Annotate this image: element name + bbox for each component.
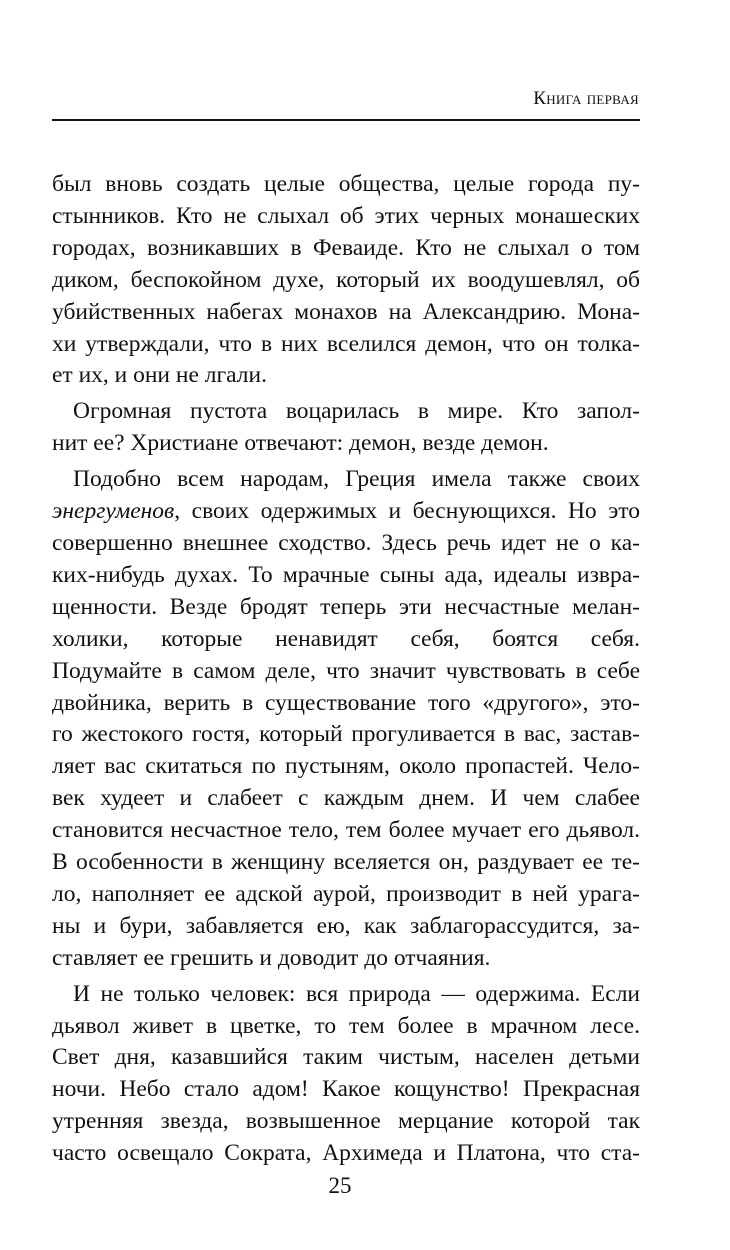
- text-line: диком, беспокойном духе, который их воодушевлял, об: [52, 266, 640, 293]
- text-line: Подумайте в самом деле, что значит чувствовать в себе: [52, 657, 640, 684]
- italic-term: энергуменов: [52, 498, 175, 525]
- text-line: городах, возникавших в Феваиде. Кто не слыхал о том: [52, 234, 640, 261]
- text-line: Огромная пустота воцарилась в мире. Кто запол-: [73, 398, 640, 425]
- text-line: часто освещало Сократа, Архимеда и Платона, что ста-: [52, 1140, 640, 1167]
- text-line: утренняя звезда, возвышенное мерцание которой так: [52, 1108, 640, 1135]
- text-line: ких-нибудь духах. То мрачные сыны ада, идеалы извра-: [52, 561, 640, 588]
- text-line: совершенно внешнее сходство. Здесь речь идет не о ка-: [52, 529, 640, 556]
- text-line: [52, 496, 640, 528]
- running-head: Книга первая: [533, 88, 639, 109]
- text-line: Свет дня, казавшийся таким чистым, населен детьми: [52, 1044, 640, 1071]
- text-line: хи утверждали, что в них вселился демон, что он толка-: [52, 330, 640, 357]
- text-line: ет их, и они не лгали.: [52, 362, 267, 389]
- text-line: убийственных набегах монахов на Александрию. Мона-: [52, 298, 640, 325]
- text-line: двойника, верить в существование того «другого», это-: [52, 689, 640, 716]
- text-line: го жестокого гостя, который прогуливается в вас, застав-: [52, 721, 640, 748]
- paragraph-3: [52, 464, 640, 975]
- text-line: Подобно всем народам, Греция имела также своих: [73, 466, 640, 493]
- body-text: [52, 169, 640, 1170]
- text-line: холики, которые ненавидят себя, боятся себя.: [52, 625, 640, 652]
- header-rule: [52, 119, 640, 121]
- text-line: дьявол живет в цветке, то тем более в мрачном лесе.: [52, 1012, 640, 1039]
- paragraph-2: [52, 396, 640, 460]
- text-line: В особенности в женщину вселяется он, раздувает ее те-: [52, 849, 640, 876]
- text-line: ставляет ее грешить и доводит до отчаяния.: [52, 944, 491, 971]
- text-line: был вновь создать целые общества, целые города пу-: [52, 171, 640, 197]
- paragraph-1: [52, 169, 640, 392]
- paragraph-4: [52, 979, 640, 1170]
- text-line: век худеет и слабеет с каждым днем. И чем слабее: [52, 785, 640, 812]
- text-line: ны и бури, забавляется ею, как заблагорассудится, за-: [52, 912, 640, 939]
- text-line: ло, наполняет ее адской аурой, производит в ней урага-: [52, 880, 640, 907]
- text-line: становится несчастное тело, тем более мучает его дьявол.: [52, 817, 640, 844]
- text-line: нит ее? Христиане отвечают: демон, везде демон.: [52, 430, 549, 457]
- text-line: щенности. Везде бродят теперь эти несчастные мелан-: [52, 593, 640, 620]
- text-line-rest: , своих одержимых и беснующихся. Но это: [174, 498, 640, 525]
- page-number: 25: [328, 1173, 352, 1198]
- text-line: ляет вас скитаться по пустыням, около пропастей. Чело-: [52, 753, 640, 780]
- text-line: стынников. Кто не слыхал об этих черных монашеских: [52, 202, 640, 229]
- text-line: ночи. Небо стало адом! Какое кощунство! Прекрасная: [52, 1076, 640, 1103]
- text-line: И не только человек: вся природа — одержима. Если: [73, 980, 640, 1007]
